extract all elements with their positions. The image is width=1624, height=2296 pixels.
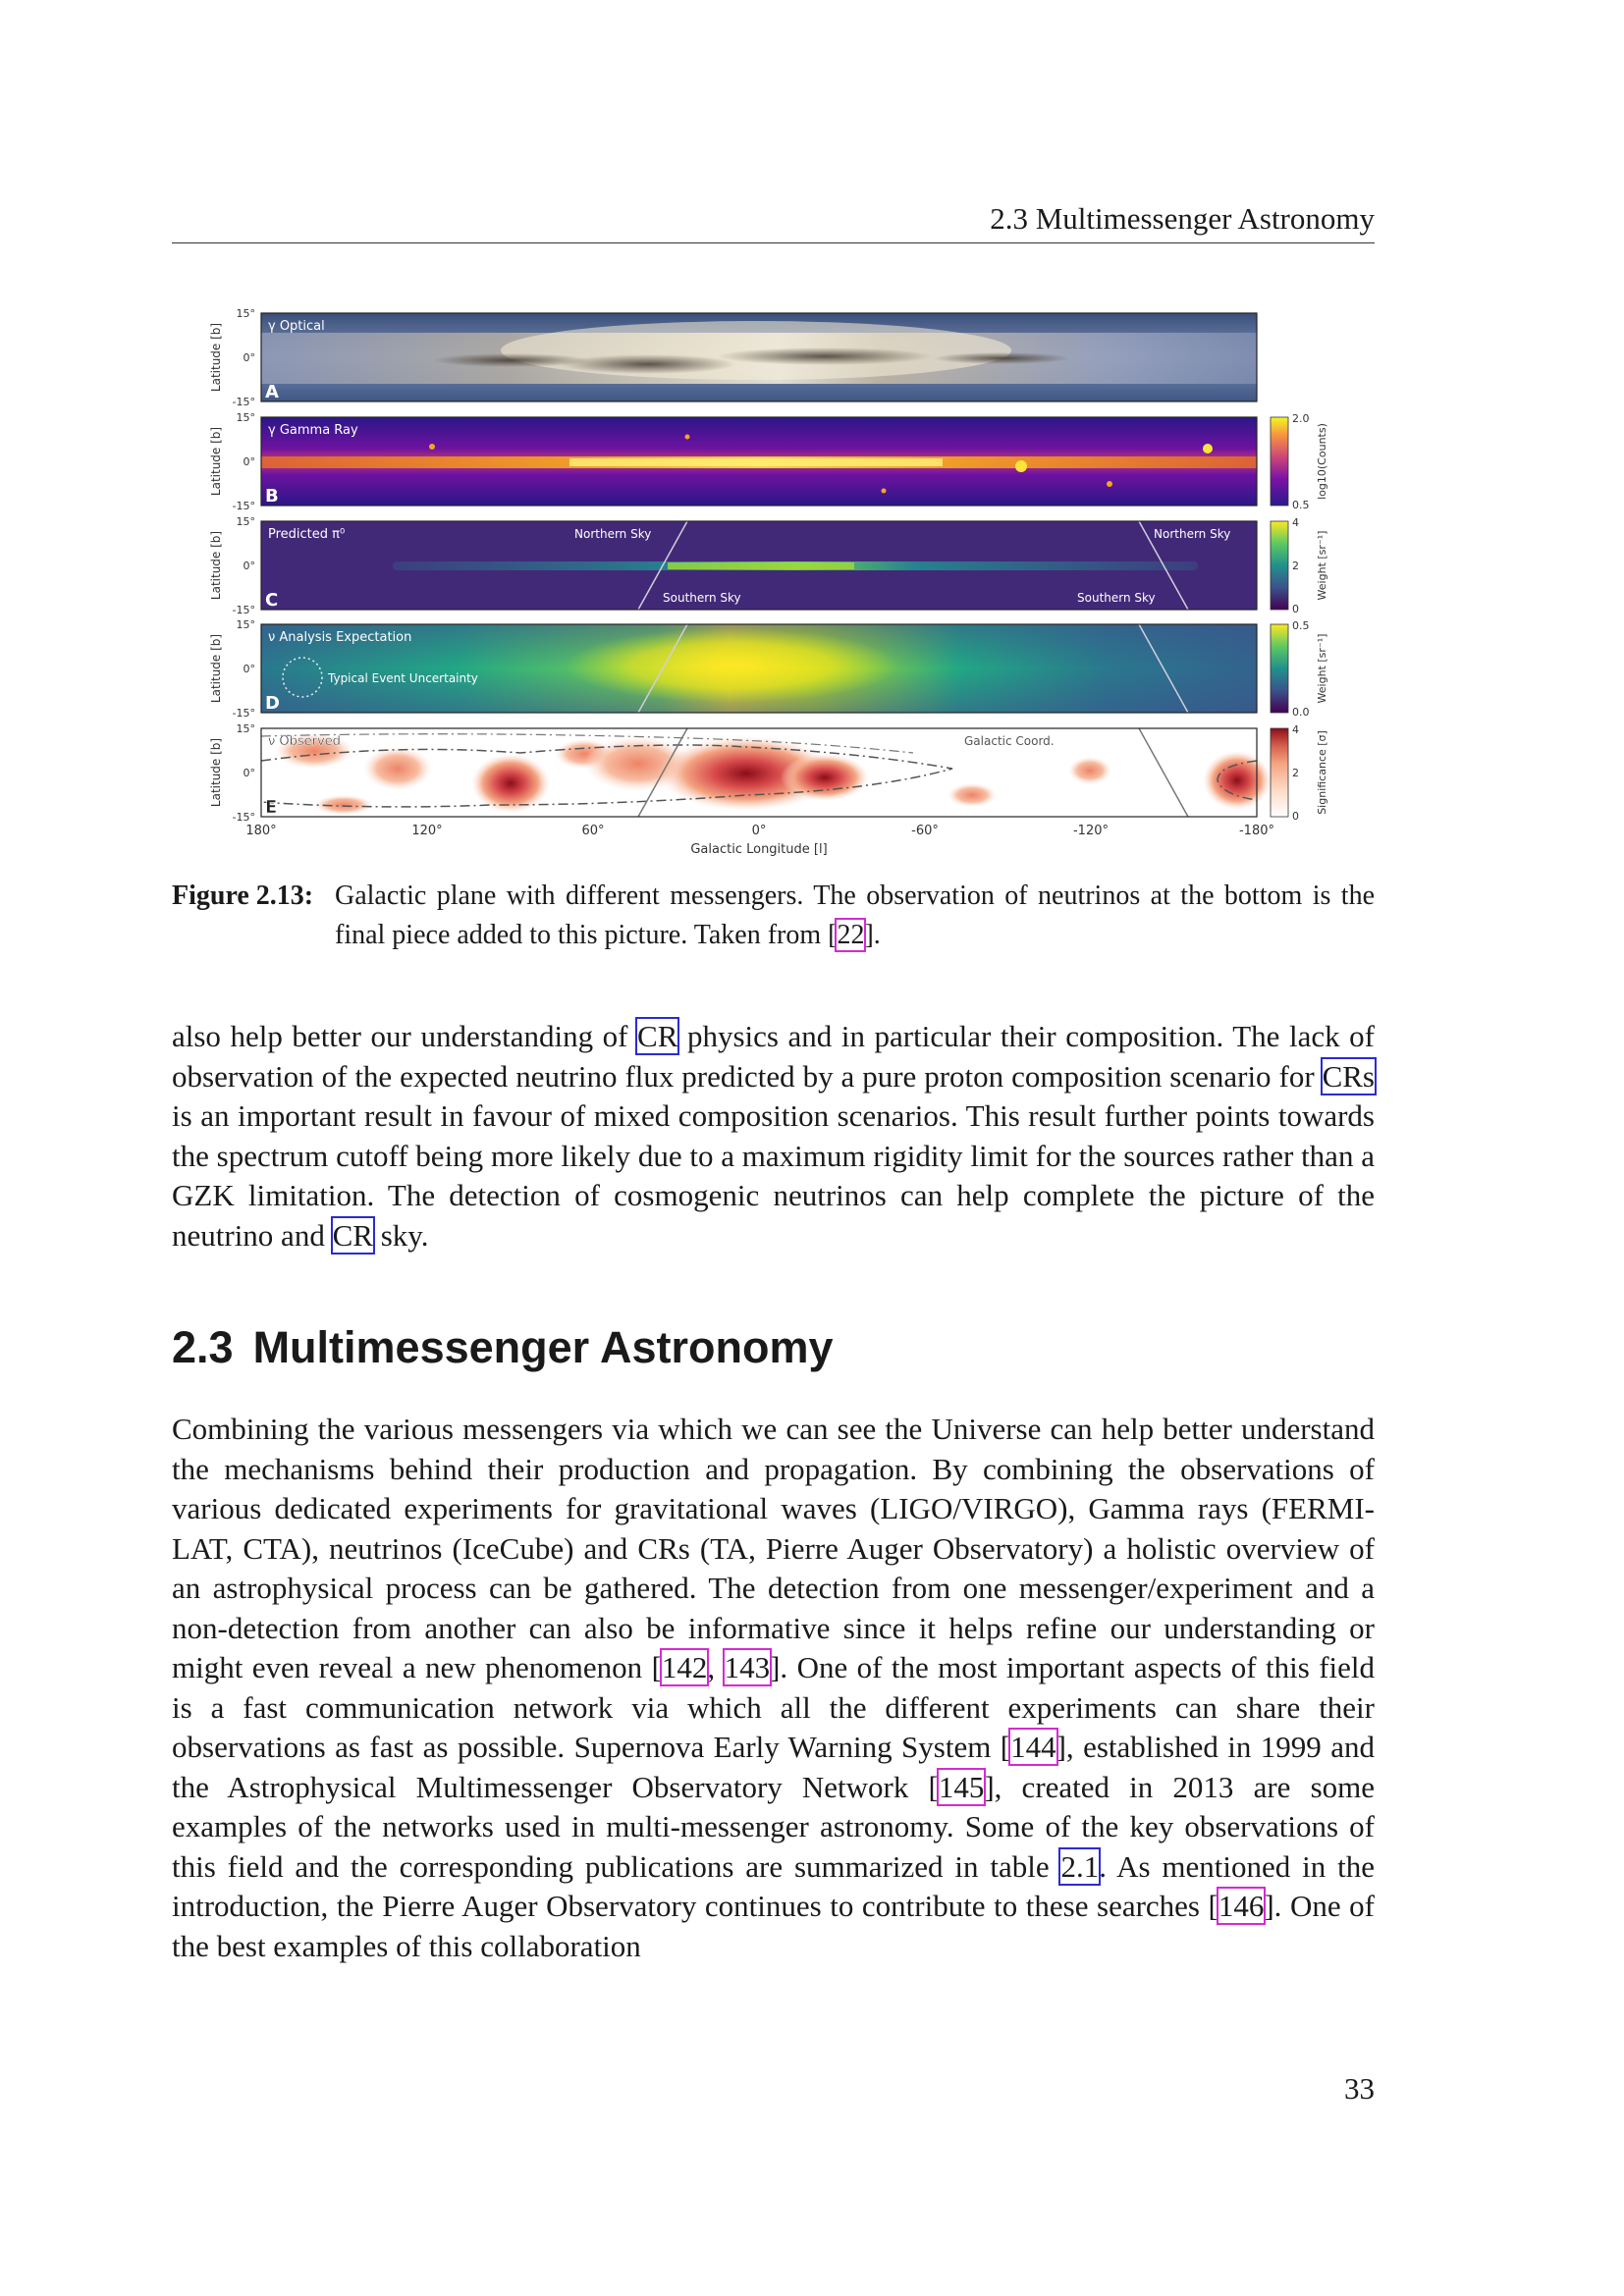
svg-text:0°: 0° (751, 824, 767, 838)
svg-text:-15°: -15° (232, 811, 255, 824)
paragraph-multimessenger: Combining the various messengers via which we can see the Universe can help better understand the mechanisms behind their production and propagation. By combining the observations of various dedicated experiments for gravitational waves (LIGO/VIRGO), Gamma rays (FERMI-LAT, CTA), neutrinos (IceCube) and CRs (TA, Pierre Auger Observatory) a holistic overview of an astrophysical process can be gathered. The detection from one messenger/experiment and a non-detection from another can also be informative since it helps refine our understanding or might even reveal a new phenomenon [142, 143]. One of the most important aspects of this field is a fast communication network via which all the different experiments can share their observations as fast as possible. Supernova Early Warning System [144], established in 1999 and the Astrophysical Multimessenger Observatory Network [145], created in 2013 are some examples of the networks used in multi-messenger astronomy. Some of the key observations of this field and the corresponding publications are summarized in table 2.1. As mentioned in the introduction, the Pierre Auger Observatory continues to contribute to these searches [146]. One of the best examples of this collaboration (172, 1412, 1375, 1963)
panel-c-letter: C (265, 590, 279, 611)
latitude-ticks (233, 307, 255, 824)
svg-text:2: 2 (1292, 560, 1299, 572)
y-axis-label-c: Latitude [b] (209, 530, 223, 601)
galactic-coord-label: Galactic Coord. (964, 734, 1055, 748)
svg-text:0°: 0° (243, 560, 255, 572)
y-axis-label-d: Latitude [b] (209, 633, 223, 704)
panel-c-label: Predicted π⁰ (268, 527, 346, 542)
svg-text:Significance [σ]: Significance [σ] (1316, 730, 1328, 815)
paragraph-cr-physics: also help better our understanding of CR physics and in particular their composition. The lack of observation of the expected neutrino flux predicted by a pure proton composition scenario for CRs is an important result in favour of mixed composition scenarios. This result further points towards the spectrum cutoff being more likely due to a maximum rigidity limit for the sources rather than a GZK limitation. The detection of cosmogenic neutrinos can help complete the picture of the neutrino and CR sky. (172, 1019, 1376, 1253)
y-axis-label-b: Latitude [b] (209, 426, 223, 497)
svg-text:4: 4 (1292, 723, 1299, 736)
colorbar-analysis (1271, 619, 1328, 719)
svg-text:-60°: -60° (911, 824, 939, 838)
citation-link[interactable]: 143 (724, 1650, 771, 1684)
typical-uncertainty-label: Typical Event Uncertainty (328, 671, 478, 685)
figure-galactic-plane (196, 299, 1375, 864)
svg-text:4: 4 (1292, 516, 1299, 529)
citation-link[interactable]: 22 (837, 920, 865, 950)
southern-sky-right: Southern Sky (1077, 591, 1156, 605)
panel-b-letter: B (265, 486, 279, 507)
panel-optical (261, 313, 1257, 401)
svg-text:0.0: 0.0 (1292, 706, 1310, 719)
panel-a-label: γ Optical (268, 319, 325, 334)
caption-label: Figure 2.13: (172, 881, 314, 911)
acronym-link-cr[interactable]: CR (332, 1217, 373, 1253)
running-head: 2.3 Multimessenger Astronomy (990, 201, 1375, 236)
x-axis-label: Galactic Longitude [l] (690, 842, 828, 857)
citation-link[interactable]: 142 (661, 1650, 708, 1684)
northern-sky-left: Northern Sky (574, 527, 652, 541)
svg-text:-15°: -15° (232, 707, 255, 720)
svg-text:15°: 15° (236, 411, 255, 424)
svg-text:-180°: -180° (1238, 824, 1275, 838)
svg-text:180°: 180° (245, 824, 277, 838)
colorbar-significance (1271, 723, 1328, 823)
northern-sky-right: Northern Sky (1154, 527, 1231, 541)
table-link[interactable]: 2.1 (1060, 1848, 1100, 1884)
panel-b-label: γ Gamma Ray (268, 423, 358, 438)
svg-text:0.5: 0.5 (1292, 499, 1310, 511)
acronym-link-crs[interactable]: CRs (1322, 1058, 1375, 1094)
svg-text:15°: 15° (236, 515, 255, 528)
svg-text:0°: 0° (243, 663, 255, 675)
svg-text:Weight [sr⁻¹]: Weight [sr⁻¹] (1316, 633, 1328, 704)
svg-text:0°: 0° (243, 767, 255, 779)
section-title-text: Multimessenger Astronomy (252, 1322, 834, 1372)
svg-text:-120°: -120° (1072, 824, 1110, 838)
panel-neutrino-observed (261, 728, 1272, 817)
svg-text:-15°: -15° (232, 396, 255, 408)
svg-text:120°: 120° (411, 824, 443, 838)
citation-link[interactable]: 145 (938, 1769, 985, 1804)
svg-text:0.5: 0.5 (1292, 619, 1310, 632)
svg-text:2.0: 2.0 (1292, 412, 1310, 425)
section-heading (172, 1320, 834, 1375)
citation-link[interactable]: 146 (1218, 1889, 1265, 1923)
citation-link[interactable]: 144 (1010, 1730, 1056, 1764)
panel-a-letter: A (265, 382, 279, 402)
header-rule (172, 242, 1375, 243)
page-number: 33 (1344, 2071, 1375, 2106)
svg-text:-15°: -15° (232, 500, 255, 512)
figure-caption (172, 877, 1375, 955)
svg-text:0°: 0° (243, 351, 255, 364)
svg-text:-15°: -15° (232, 604, 255, 616)
svg-text:60°: 60° (581, 824, 605, 838)
southern-sky-left: Southern Sky (663, 591, 741, 605)
figure-svg (196, 299, 1375, 864)
acronym-link-cr[interactable]: CR (637, 1019, 678, 1053)
longitude-ticks (245, 824, 1274, 838)
panel-d-label: ν Analysis Expectation (268, 630, 412, 645)
y-axis-label-e: Latitude [b] (209, 737, 223, 808)
svg-text:15°: 15° (236, 307, 255, 320)
svg-text:0: 0 (1292, 810, 1299, 823)
svg-text:0°: 0° (243, 455, 255, 468)
caption-text: Galactic plane with different messengers. The observation of neutrinos at the bottom is the final piece added to this picture. Taken from [22]. (335, 881, 1375, 950)
svg-text:2: 2 (1292, 767, 1299, 779)
svg-text:15°: 15° (236, 618, 255, 631)
svg-text:0: 0 (1292, 603, 1299, 615)
colorbar-gamma (1271, 412, 1328, 511)
panel-e-label: ν Observed (268, 734, 341, 749)
section-number: 2.3 (172, 1322, 234, 1372)
y-axis-label-a: Latitude [b] (209, 322, 223, 393)
svg-text:Weight [sr⁻¹]: Weight [sr⁻¹] (1316, 530, 1328, 601)
panel-gamma-ray (261, 417, 1257, 506)
panel-e-letter: E (265, 797, 278, 818)
panel-d-letter: D (265, 693, 280, 714)
colorbar-pi0 (1271, 516, 1328, 615)
svg-text:log10(Counts): log10(Counts) (1316, 423, 1328, 500)
svg-text:15°: 15° (236, 722, 255, 735)
